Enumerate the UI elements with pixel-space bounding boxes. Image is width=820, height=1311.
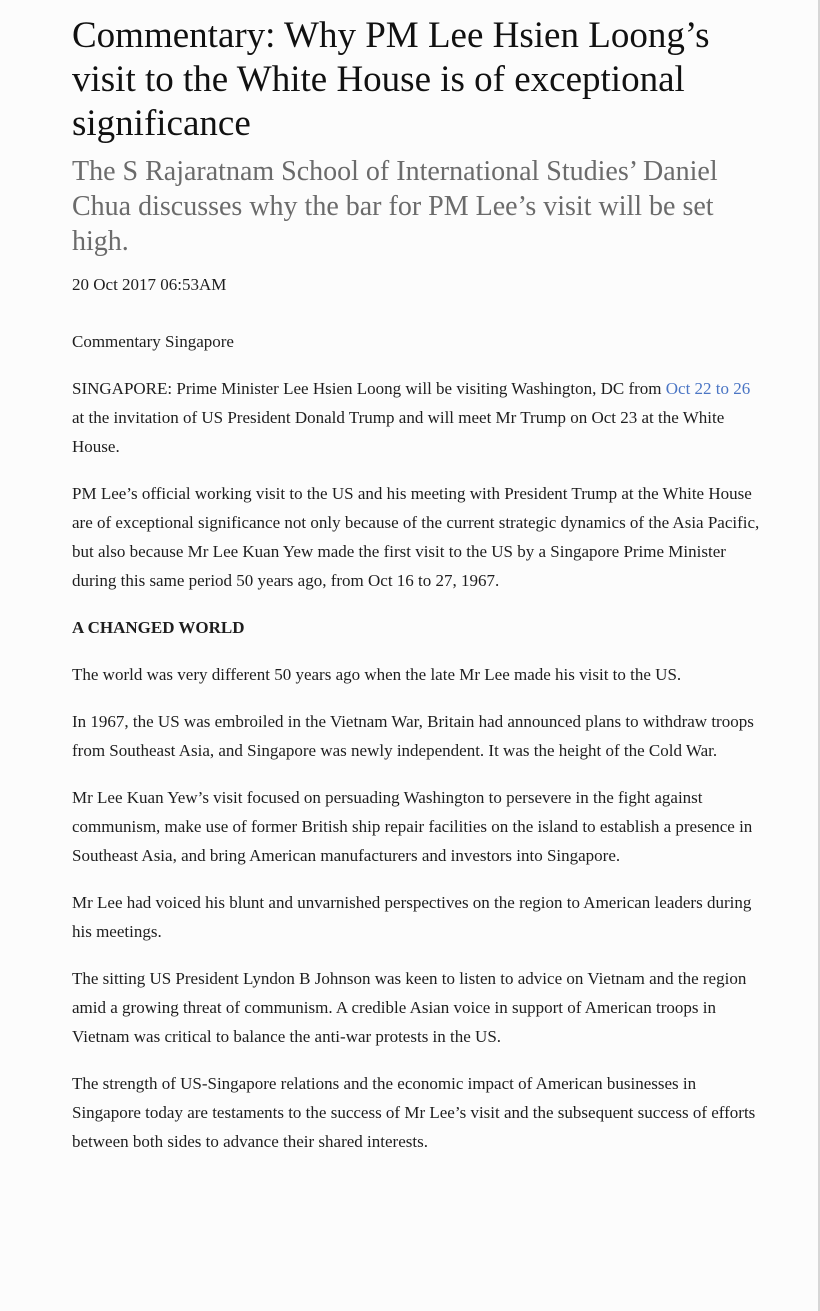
paragraph-2: PM Lee’s official working visit to the US and his meeting with President Trump at the White House are of exceptional significance not only because of the current strategic dynamics of the Asia Pacific, but also because Mr Lee Kuan Yew made the first visit to the US by a Singapore Prime Minister during this same period 50 years ago, from Oct 16 to 27, 1967.	[72, 484, 760, 590]
paragraph-1	[72, 374, 762, 461]
article-dateline: 20 Oct 2017 06:53AM	[72, 275, 227, 294]
article-title: Commentary: Why PM Lee Hsien Loong’s visit to the White House is of exceptional significance	[72, 15, 710, 144]
paragraph-7: The sitting US President Lyndon B Johnson was keen to listen to advice on Vietnam and the region amid a growing threat of communism. A credible Asian voice in support of American troops in Vietnam was critical to balance the anti-war protests in the US.	[72, 969, 747, 1046]
article-category: Commentary Singapore	[72, 332, 234, 351]
section-heading: A CHANGED WORLD	[72, 618, 245, 637]
paragraph-8: The strength of US-Singapore relations and the economic impact of American businesses in Singapore today are testaments to the success of Mr Lee’s visit and the subsequent success of efforts between both sides to advance their shared interests.	[72, 1074, 756, 1151]
paragraph-1-tail: at the invitation of US President Donald Trump and will meet Mr Trump on Oct 23 at the White House.	[72, 408, 725, 456]
paragraph-1-lead: SINGAPORE: Prime Minister Lee Hsien Loong will be visiting Washington, DC from	[72, 379, 666, 398]
dates-link[interactable]: Oct 22 to 26	[665, 379, 751, 398]
article-subtitle: The S Rajaratnam School of International Studies’ Daniel Chua discusses why the bar for PM Lee’s visit will be set high.	[72, 156, 718, 257]
paragraph-6: Mr Lee had voiced his blunt and unvarnished perspectives on the region to American leaders during his meetings.	[72, 893, 752, 941]
paragraph-4: In 1967, the US was embroiled in the Vietnam War, Britain had announced plans to withdraw troops from Southeast Asia, and Singapore was newly independent. It was the height of the Cold War.	[72, 712, 754, 760]
article	[72, 14, 762, 1156]
paragraph-3: The world was very different 50 years ago when the late Mr Lee made his visit to the US.	[72, 665, 682, 684]
paragraph-5: Mr Lee Kuan Yew’s visit focused on persuading Washington to persevere in the fight against communism, make use of former British ship repair facilities on the island to establish a presence in Southeast Asia, and bring American manufacturers and investors into Singapore.	[72, 788, 753, 865]
